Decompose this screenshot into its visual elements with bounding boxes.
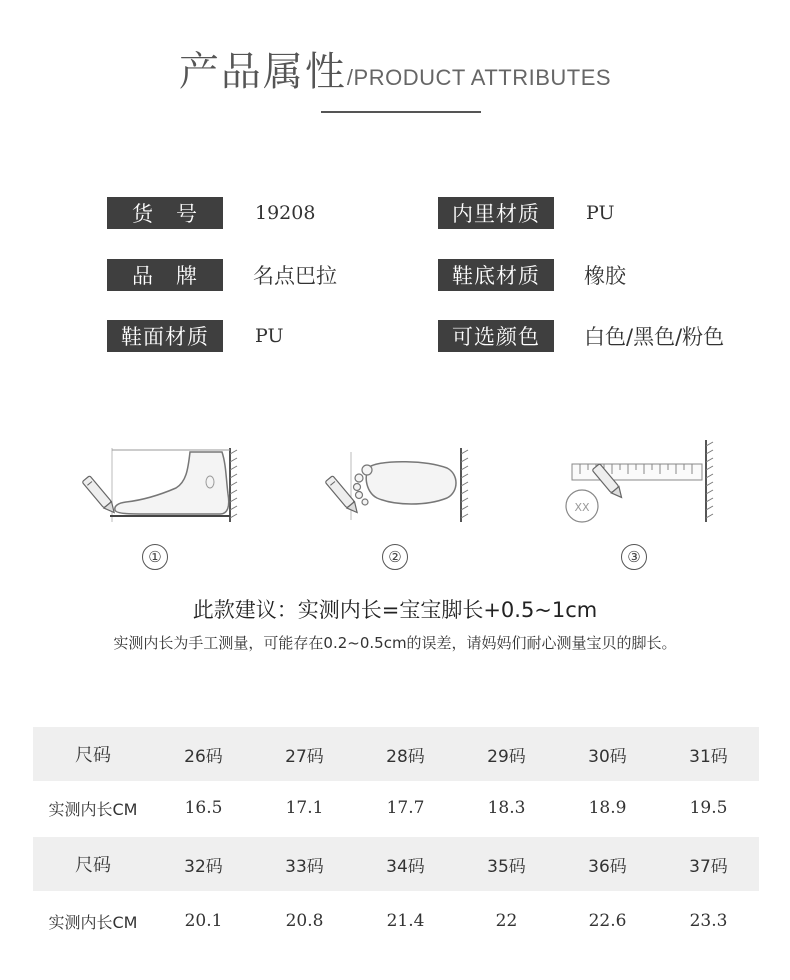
header-title-zh: 产品属性 (178, 49, 347, 95)
step-number-2: ② (382, 544, 408, 570)
table-row (33, 837, 759, 891)
step-number-1: ① (142, 544, 168, 570)
length-cell: 18.9 (588, 798, 627, 818)
foot-side-view-icon (70, 430, 240, 530)
attr-lining-material (438, 197, 614, 229)
attr-value: 橡胶 (584, 264, 626, 288)
attr-colors (438, 320, 724, 352)
length-cell: 19.5 (689, 798, 728, 818)
length-cell: 18.3 (487, 798, 526, 818)
size-cell: 35码 (487, 856, 526, 877)
size-cell: 27码 (285, 746, 324, 767)
ruler-text: XX (574, 501, 590, 514)
size-header-cell: 尺码 (75, 745, 111, 766)
attr-sole-material (438, 259, 626, 291)
length-cell: 20.1 (184, 911, 223, 931)
attr-item-number (107, 197, 315, 229)
length-cell: 17.7 (386, 798, 425, 818)
size-cell: 31码 (689, 746, 728, 767)
size-cell: 32码 (184, 856, 223, 877)
ruler-measure-icon (550, 430, 720, 530)
header-underline (321, 111, 481, 113)
header-title-en: PRODUCT ATTRIBUTES (353, 65, 612, 90)
section-header (0, 40, 790, 97)
size-cell: 37码 (689, 856, 728, 877)
attr-label: 品 牌 (107, 259, 223, 291)
length-cell: 23.3 (689, 911, 728, 931)
attr-label: 内里材质 (438, 197, 554, 229)
size-table (33, 727, 759, 951)
attr-value: PU (255, 325, 284, 347)
length-cell: 22 (495, 911, 518, 931)
attr-value: 名点巴拉 (253, 264, 337, 288)
length-cell: 16.5 (184, 798, 223, 818)
attr-brand (107, 259, 337, 291)
size-cell: 28码 (386, 746, 425, 767)
attr-label: 鞋底材质 (438, 259, 554, 291)
header-slash: / (346, 65, 354, 90)
length-header-cell: 实测内长CM (48, 799, 138, 819)
length-cell: 22.6 (588, 911, 627, 931)
length-cell: 20.8 (285, 911, 324, 931)
foot-top-view-icon (315, 430, 475, 530)
size-advice: 此款建议：实测内长=宝宝脚长+0.5~1cm (192, 598, 598, 622)
attr-value: PU (586, 202, 615, 224)
attr-upper-material (107, 320, 283, 352)
length-cell: 21.4 (386, 911, 425, 931)
size-cell: 36码 (588, 856, 627, 877)
measurement-note: 实测内长为手工测量，可能存在0.2~0.5cm的误差，请妈妈们耐心测量宝贝的脚长。 (113, 634, 677, 652)
size-cell: 34码 (386, 856, 425, 877)
size-cell: 30码 (588, 746, 627, 767)
size-cell: 33码 (285, 856, 324, 877)
size-header-cell: 尺码 (75, 855, 111, 876)
table-row (33, 727, 759, 781)
attr-label: 货 号 (107, 197, 223, 229)
length-cell: 17.1 (285, 798, 324, 818)
length-header-cell: 实测内长CM (48, 912, 138, 932)
attr-value: 白色/黑色/粉色 (584, 325, 725, 349)
size-cell: 26码 (184, 746, 223, 767)
table-row (33, 891, 759, 951)
size-cell: 29码 (487, 746, 526, 767)
step-number-3: ③ (621, 544, 647, 570)
table-row (33, 781, 759, 835)
attr-label: 可选颜色 (438, 320, 554, 352)
attr-label: 鞋面材质 (107, 320, 223, 352)
attr-value: 19208 (255, 202, 316, 224)
